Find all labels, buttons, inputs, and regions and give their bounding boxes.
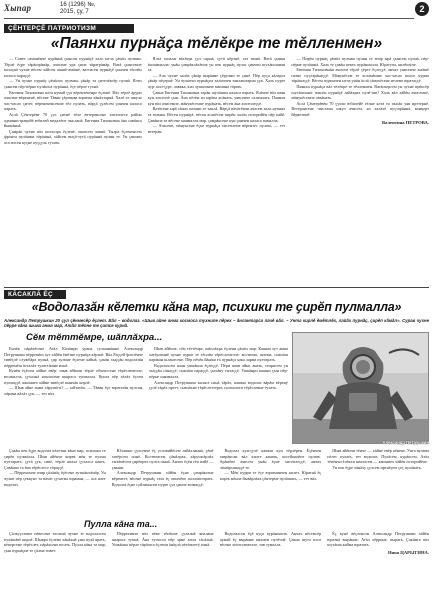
article-body-columns: [4, 448, 429, 520]
article-column: Водолаз кун-çулĕ кашни кун тĕрлĕрен. Ĕçĕнчен таврăнсан вăл килте канать, кил-йышĕпе пулать. Арăмĕпе ачисем унăн ĕçне хисеплеççĕ, анчах пăшăрханаççĕ те. — Мĕн пурри те ĕçе юратнинчен килет. Юратнă ĕç кирек мĕнле йывăрлăха çĕнтерме пулăшать, — тет вăл.: [219, 448, 322, 481]
section-divider: [4, 287, 429, 288]
article-body-columns: [4, 56, 429, 284]
article-column: Водолазсен ĕçĕ куçа курăнмасть. Анчах вĕсемсĕр нумай ĕç вырăнне килмен пулĕччĕ. Çакна шута илсе вĕсене хисеплемелле, тав тумалла.: [219, 531, 322, 548]
article-column: Çакăн пек ĕçре водолаз кĕлетки кăна мар, психики те çирĕп пулмалла. Шыв айĕнче кирек мĕн те пулма пултарать: çутă çук, сивĕ, тĕрлĕ япала çухалса каять. Çавăнпа та ăна тĕрĕслесе тăраççĕ. — Пĕррехинче эпир çăлăнăç ĕçĕсене хутшăнтăмăр. Ун чухне пĕр çеккунт та вăхăт çухатма юраман, — аса илет водолаз.: [4, 448, 106, 487]
article-headline: «Паянхи пурнăҫа тĕлĕкре те тĕлленмен»: [50, 35, 383, 52]
article-body-columns: [4, 346, 288, 444]
article-column: Шыв айĕнче, сĕм тĕттĕмре, шăплăхра ĕçлени çăмăл мар. Кашни хут анма хатĕрленнĕ чухне пурне те тĕплĕн тĕрĕслемелле: костюма, шлема, сывлăш паракан шлангсене. Пĕр пĕчĕк йăнăш та пурнăçа хака ларма пултарать. Водолазсем ялан ушкăнпа ĕçлеççĕ. Пĕри шыв айне анать, теприсем ун хыççăн сăнаççĕ, сывлăш параççĕ, çыхăну тытаççĕ. Ушкăнри кашни çын пĕр-пĕрне шанмалла. Александр Петрушкин каласа панă тăрăх, кашни водолаз вăрăм вĕренÿ çулĕ тăрăх иртет, сывлăхне тĕрĕслеттерет, психологи тĕрĕслевне тухать.: [149, 346, 288, 391]
article-column: Енчĕк пăрăхĕсене Атăл Кăлăмри урапа сулашнăшне Александр Петрушкин пĕрремĕш хут хăйĕн ĕмĕтне пурнăçа кĕртнĕ. Вăл Раççей флотĕнче тивĕçлĕ службăра пулнă, çар хулине ĕçлеме кайнă, çакăн хыççăн водолазăн пĕрремĕш ăсталăх тулаттăшне илнĕ. Кунĕн ĕçĕсем хăйне евĕр: шыв айĕнчи тĕрлĕ объектсене тĕрĕслемелле, юсамалла, çухалнă япаласене шыраса тупмалла. Кунта пĕр тăлăх ĕçсем пулмаççĕ, кашниех хăйне тивĕçлĕ шанчăк кирлĕ. — Шыв айне анма хăрушă-и? — ыйтатăп. — Тăван ĕçе юрататăн пулсан, хăрама вăхăт çук, — тет вăл.: [4, 346, 143, 396]
article-signature: Валентина ПЕТРОВА.: [382, 119, 430, 125]
header-rule: [4, 18, 414, 19]
article-column: Пĕррехинче вăл пĕве тĕпĕнче çухалнă япалана шыраса тупнă. Ăна тупасси пĕр эрне ытла тăсăлнă. Ушкăнпа пĕрле тăрăшса ĕçлени ăнăçлă пĕтĕмлетÿ панă.: [111, 531, 214, 548]
article-column: — Пирĕн пурнăç çăмăл пулман пулин те эпир ырă çынсем пулнă, пĕр-пĕрне пулăшнă. Халь те çавăн пекех пурăнмалла. Юратупа, килĕшÿпе. Евгения Тихоновнăн ачисем тĕрлĕ çĕрте ĕçлеççĕ, анчах уявсенче амăшĕ патне пуçтарăнаççĕ. Мăнукĕсем те асламăшне час-часах килсе курма тăрăшаççĕ. Вĕсем пуринчен ытла унăн ăслă сăмахĕсене итлеме юратаççĕ. Паянхи пурнăçа вăл тĕлĕкре те тĕлленмен. Ватăскерсем ун чухне ирĕксĕр шухăшланă: ачасен пурнăçĕ лайăхрах пулĕ-ши? Халь вăл хăйĕн ачисемпе, мăнукĕсемпе савăнать. Аслă Çĕнтерĕвĕн 70 çулхи юбилейĕ тĕлне ялта та пысăк уяв ирттернĕ. Ветерансене чыслама шкул ачисем, ял халăхĕ пуçтарăннă, концерт йĕркеленĕ. Валентина ПЕТРОВА.: [291, 56, 430, 125]
diver-illustration: [293, 333, 429, 444]
article-subhead: Пулла кăна та...: [84, 519, 158, 529]
article-lead: Александр Петрушкин 20 ҫул çĕнмесĕр ĕҫлет. Вăл – водолаз. «Шыв айне анма космоса тухнипе пĕрех – ăнлантарса пачĕ вăл. – Унта кирлĕ ĕмĕтлĕх, лайăх пурнăҫ, çирĕп кăмăл». Сурав чухне пĕрре кăна шыва анма мар, Атăл тĕпне те çитсе курнă.: [4, 318, 429, 329]
article-signature: Нина ЦАРЫГИНА.: [387, 549, 429, 555]
issue-number: 16 (1296) №,: [60, 2, 96, 8]
section-label-patriotism: ÇĔНТЕРҪĔ ПАТРИОТИЗМ ÇУЛТАЛĂКĔ: [4, 24, 134, 33]
article-column: Шыв айĕнчи тĕнче — хăйне евĕр кĕнеке. Унта вулама пĕлес пулать, тет водолаз. Пулăсем, курăксем, Атăл тĕпĕнчи ĕлĕкхи япаласем — кашниех хăйĕн историйĕпе. Ун пек ĕçре хăнăху çулсем иртнĕçем çеç пухăнать.: [327, 448, 429, 470]
section-label-interesting-work: КĂСАКЛĂ ĔҪ: [4, 290, 66, 299]
article-column: Ĕç кунĕ вĕçленсен Александр Петрушкин хăйĕн юратнă вырăнне, Атăл хĕррине, пырать. Çакăнта вăл шухăша кайма юратать. Нина ЦАРЫГИНА.: [327, 531, 429, 555]
diver-photo: [292, 332, 429, 444]
issue-date: 2015, ҫу, 7: [60, 9, 89, 15]
article-column: Юлашки çулсенче ĕç условийĕсем лайăхланнă, çĕнĕ хатĕрсем илнĕ. Костюмсем çăмăлрах, хăрушсăрлăх тытăмĕсем çирĕпрех пулса пынă. Анчах ĕçĕн тĕп пайĕ — çынни. Александр Петрушкин хăйĕн ĕçне çамрăксене вĕрентет, вĕсене пурнăç тата ĕç опычĕпе паллаштарать. Водолаз ĕçне суйланисем пурте çул çинче юлмаççĕ.: [111, 448, 214, 487]
photo-caption: Александр Петрушкин: [382, 440, 429, 445]
page-header: [4, 2, 429, 22]
page-number-badge: 2: [415, 2, 429, 16]
article-subhead: Сĕм тĕттĕмре, шăплăхра...: [26, 332, 163, 343]
issue-info: [60, 2, 95, 16]
article-body-columns: [4, 531, 429, 593]
article-column: Ялта хальхи вăхăтра çул сарнă, çутă кĕртнĕ, газ пынă. Ватă çынна ăнланмалла: унăн çамрăклăхĕнче ун пек пурнăç пулас çинчен шухăшламан та. — Ача чухне халăх çăкăр вырăнне çĕрулми те çинĕ. Пĕр пуçа кăларса çăкăр пĕçернĕ. Ун чухнехи пурнăçпа халиччен танлаштарма çук. Халь пурте пур: кил-çурт, лавкка, кил хушшинче машина тăрать. Çакна Евгения Тихоновна тарăн шухăшпа каласа парать. Ялĕнче вăл паян кун хисеплĕ çын. Ăна пĕтĕм ял ырăпа асăнать, уявсенче саламлать. Паянхи кун вăл ачисемпе, мăнукĕсемпе пурăнать, вĕсем ăна хисеплеççĕ. Ватăсене ырă сăмах калани те хаклă. Вăрçă вăхăтĕнчи ачасем халь нумаях та юлман. Вĕсен пурнăçĕ, вĕсен асапĕсем пирĕн халăх историйĕн пĕр пайĕ. Çавăнпа та вĕсене манмалла мар, çамрăксене кун çинчен каласа памалла. — Ачасене, мăнуксене ĕçпе пурнăçа хисеплеме вĕрентес пулать, — тет ветеран.: [147, 56, 286, 134]
article-column: Çăлкуçсемпе пĕвесене тасатнă чухне те водолазсен пулăшăвĕ кирлĕ. Шывра ĕçлеме хăнăхнă çын пулă ярать, кĕперсене тĕрĕслет, пăрăхсене юсать. Пулла кăна та мар, çын пурнăçне те çăлма тивет.: [4, 531, 106, 553]
article-column: — Совет саманĕнче пурăннă çынсен пурнăçĕ халь ытла çăмăл пулман. Тĕрлĕ ĕçре тăрăшрăмăр, ачасене ура çине тăратрăмăр. Ватă çынсемпе калаçнă чухне вĕсем хăйсен ашшĕ-амăшĕ, ваттисен пурнăçĕ çинчен тĕплĕн каласа параççĕ. — Ун чухне пурнăç çăмăлах пулман, çăкăр та çителĕксĕр пулнă. Ялти çынсем пĕр-пĕрне пулăшса пурăннă, ĕçе пĕрле тухнă. Евгения Тихоновна ялта нумай çул вĕрентекенре ĕçленĕ. Вăл тĕрлĕ ăрури ачасене вĕрентнĕ, вĕсене Тăван çĕршыва юратма хăнăхтарнă. Халĕ те шкула час-часах çитет, вĕренекенсемпе тĕл пулать, вăрçă çулĕсем çинчен каласа парать. Аслă Çĕнтерĕве 70 çул çитнĕ тĕле ветерансене хисеплесе район администрацийĕ юбилей медалĕпе чысланă. Евгения Тихоновна ăна савăнса йышăннă. Çамрăк чухне вăл колхозра ĕçленĕ, окопсем чавнă. Тылра ĕçлекенсем фронта пулăшма тăрăшнă, хăйсем выçă-тутă пурăннă пулин те. Ун çинчен аса илсен куçне куççуль тухать.: [4, 56, 142, 145]
newspaper-logo: Хыпар: [4, 3, 32, 13]
article-headline: «Водолазăн кĕлетки кăна мар, психики те ҫирĕп пулмалла»: [31, 300, 402, 314]
